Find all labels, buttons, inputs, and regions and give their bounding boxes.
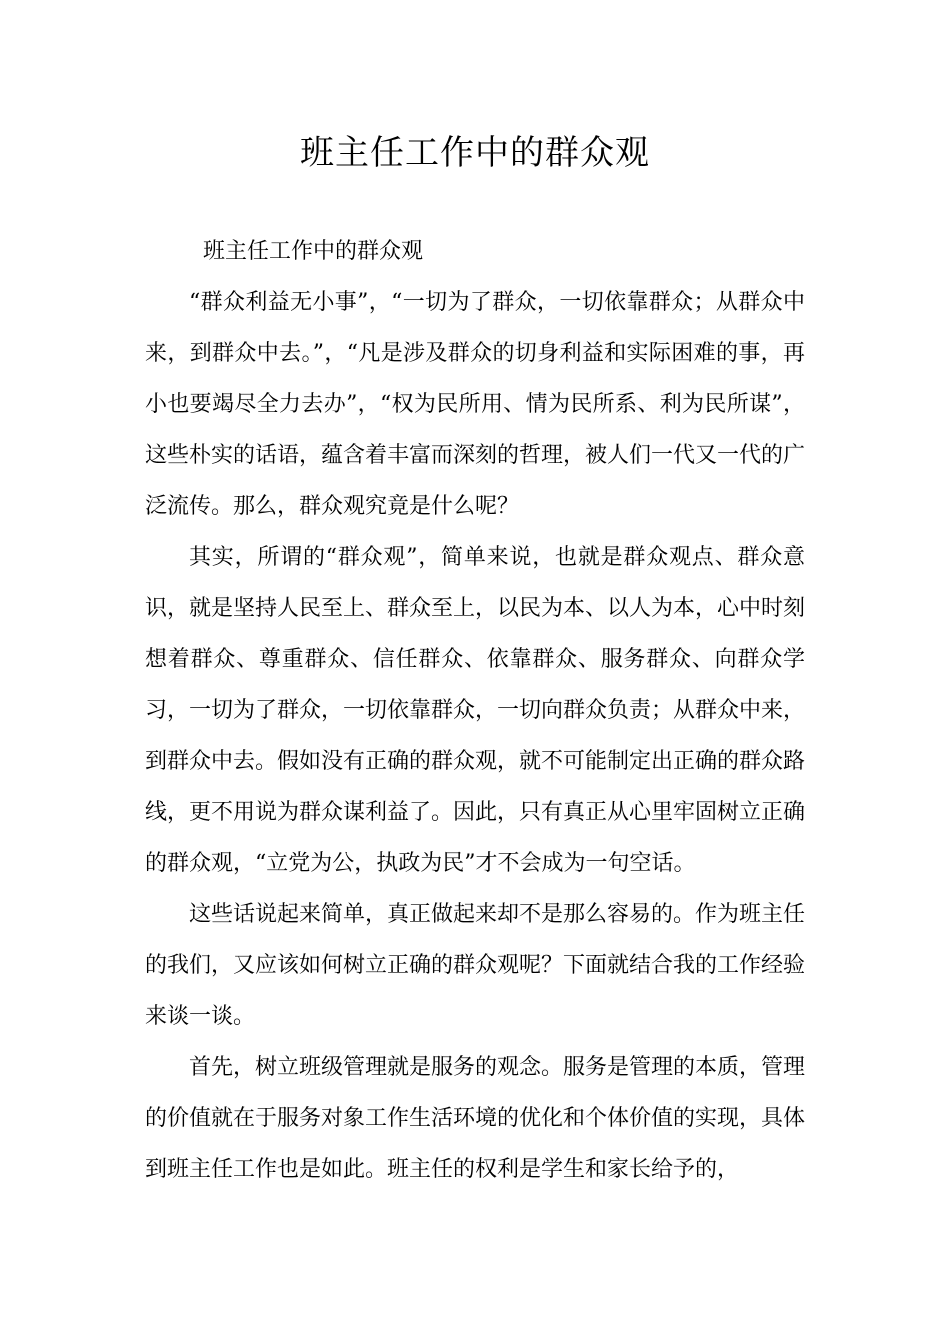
- paragraph-3: 这些话说起来简单，真正做起来却不是那么容易的。作为班主任的我们，又应该如何树立正确的群众观呢？下面就结合我的工作经验来谈一谈。: [145, 902, 806, 1029]
- document-subtitle: 班主任工作中的群众观: [203, 239, 424, 264]
- document-title: 班主任工作中的群众观: [300, 133, 650, 173]
- paragraph-4: 首先，树立班级管理就是服务的观念。服务是管理的本质，管理的价值就在于服务对象工作生活环境的优化和个体价值的实现，具体到班主任工作也是如此。班主任的权利是学生和家长给予的，: [145, 1055, 806, 1182]
- document-body: [145, 226, 805, 1195]
- paragraph-2: 其实，所谓的“群众观”，简单来说，也就是群众观点、群众意识，就是坚持人民至上、群众至上，以民为本、以人为本，心中时刻想着群众、尊重群众、信任群众、依靠群众、服务群众、向群众学习，一切为了群众，一切依靠群众，一切向群众负责；从群众中来，到群众中去。假如没有正确的群众观，就不可能制定出正确的群众路线，更不用说为群众谋利益了。因此，只有真正从心里牢固树立正确的群众观，“立党为公，执政为民”才不会成为一句空话。: [145, 545, 806, 876]
- paragraph-1: “群众利益无小事”，“一切为了群众，一切依靠群众；从群众中来，到群众中去。”，“凡是涉及群众的切身利益和实际困难的事，再小也要竭尽全力去办”，“权为民所用、情为民所系、利为民所谋”，这些朴实的话语，蕴含着丰富而深刻的哲理，被人们一代又一代的广泛流传。那么，群众观究竟是什么呢？: [145, 290, 806, 519]
